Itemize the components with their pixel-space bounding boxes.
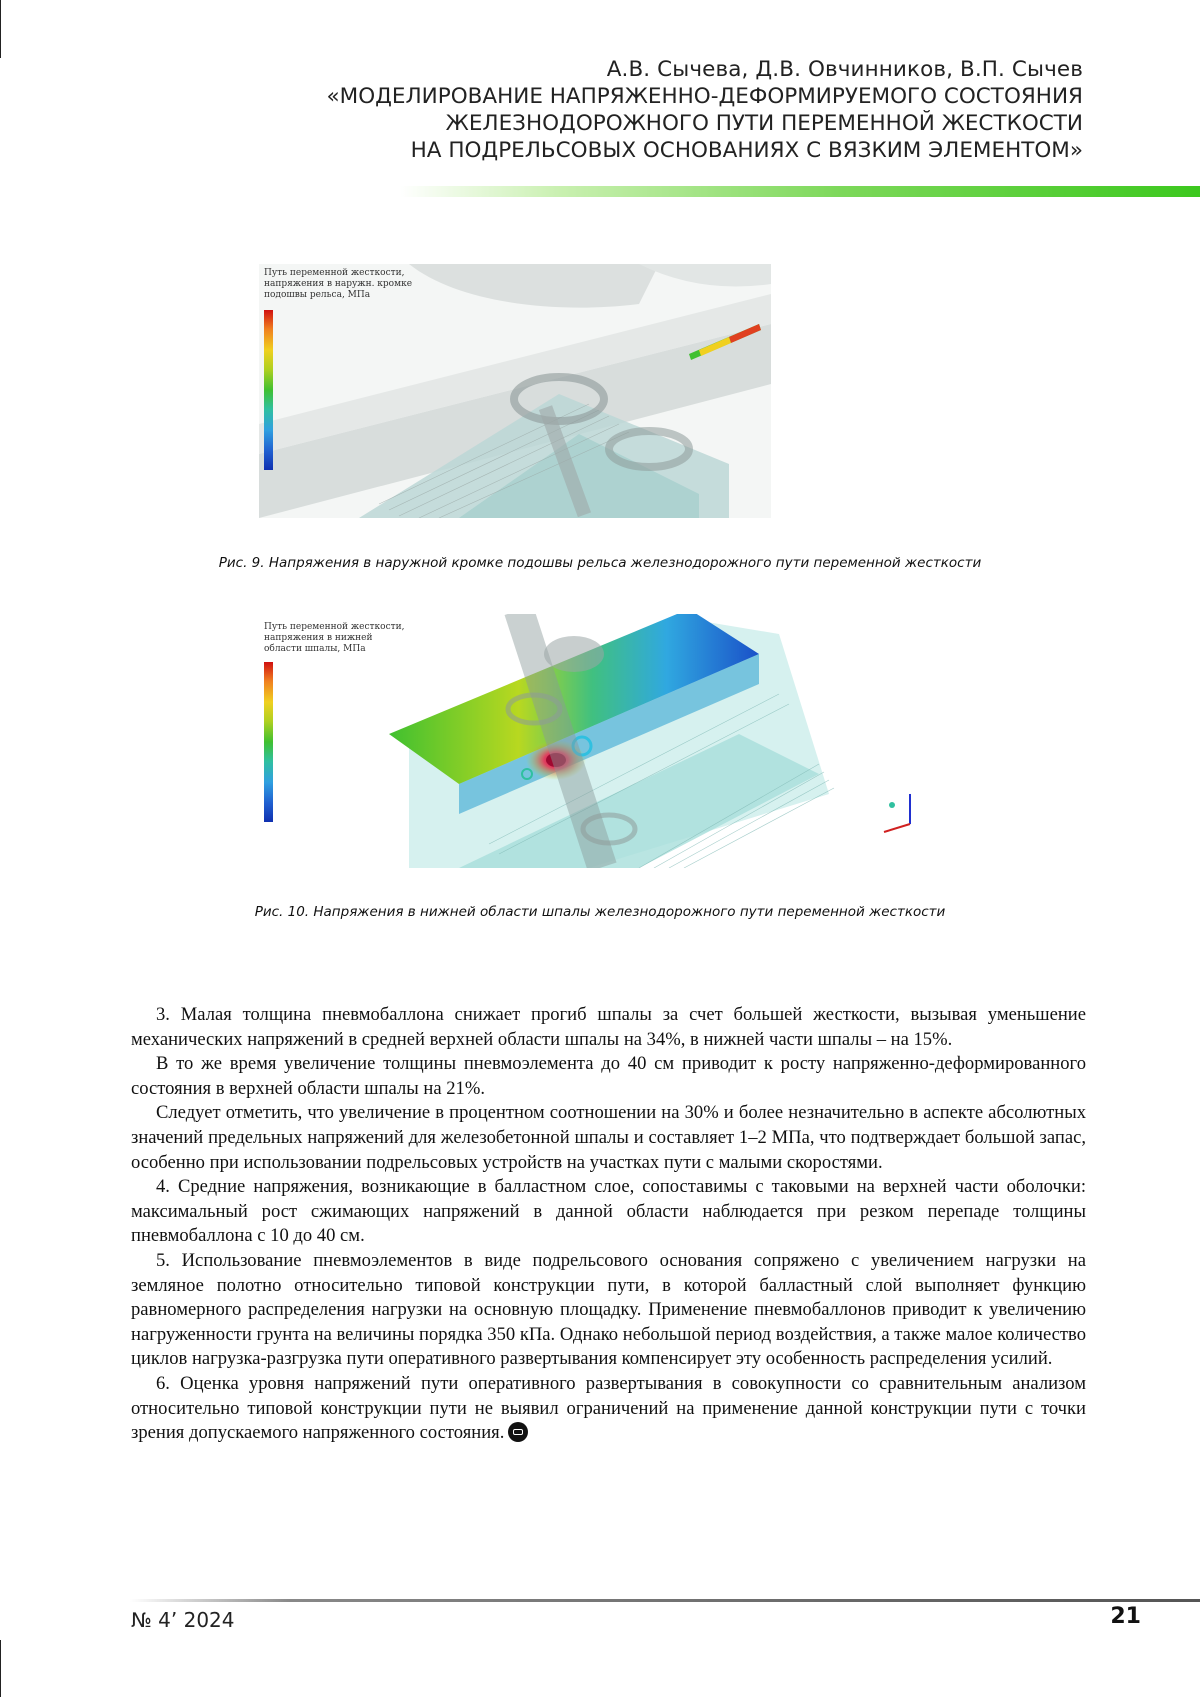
figure-9-legend-title: Путь переменной жесткости, напряжения в наружн. кромке подошвы рельса, МПа (264, 268, 413, 300)
crop-mark (0, 1640, 1, 1697)
paragraph: 4. Средние напряжения, возникающие в балластном слое, сопоставимы с таковыми на верхней части оболочки: максимальный рост сжимающих напряжений в данной области наблюдается при резком перепаде толщины пневмобаллона с 10 до 40 см. (131, 1176, 1086, 1247)
figure-9-color-scale (264, 310, 273, 470)
figure-10-color-scale (264, 662, 273, 822)
footer-rule (130, 1599, 1200, 1602)
paragraph: 5. Использование пневмоэлементов в виде подрельсового основания сопряжено с увеличением нагрузки на земляное полотно относительно типовой конструкции пути, в которой балластный слой выполняет функцию равномерного распределения нагрузки на основную площадку. Применение пневмобаллонов приводит к увеличению нагруженности грунта на величины порядка 350 кПа. Однако небольшой период воздействия, а также малое количество циклов нагрузка-разгрузка пути оперативного развертывания компенсирует эту особенность распределения усилий. (131, 1249, 1086, 1370)
header-authors: А.В. Сычева, Д.В. Овчинников, В.П. Сычев (606, 57, 1083, 82)
crop-mark (0, 0, 1, 58)
paragraph-text: 6. Оценка уровня напряжений пути оперативного развертывания в совокупности со сравнительным анализом относительно типовой конструкции пути не выявил ограничений на применение данной конструкции пути с точки зрения допускаемого напряженного состояния. (131, 1372, 1086, 1444)
paragraph: В то же время увеличение толщины пневмоэлемента до 40 см приводит к росту напряженно-деформированного состояния в верхней области шпалы на 21%. (131, 1053, 1086, 1099)
paragraph: 3. Малая толщина пневмобаллона снижает прогиб шпалы за счет большей жесткости, вызывая уменьшение механических напряжений в средней верхней области шпалы на 34%, в нижней части шпалы – на 15%. (131, 1004, 1086, 1050)
running-header (326, 56, 1083, 164)
figure-9-image (259, 264, 771, 518)
header-title-line: «МОДЕЛИРОВАНИЕ НАПРЯЖЕННО-ДЕФОРМИРУЕМОГО СОСТОЯНИЯ (326, 84, 1083, 109)
page-number: 21 (1110, 1604, 1141, 1629)
header-accent-bar (400, 186, 1200, 197)
article-body (131, 1003, 1086, 1446)
footer-issue: № 4’ 2024 (131, 1608, 235, 1632)
figure-10-caption: Рис. 10. Напряжения в нижней области шпалы железнодорожного пути переменной жесткости (254, 904, 946, 920)
rail-stress-render (259, 264, 771, 518)
paragraph: Следует отметить, что увеличение в процентном соотношении на 30% и более незначительно в аспекте абсолютных значений предельных напряжений для железобетонной шпалы и составляет 1–2 МПа, что подтверждает большой запас, особенно при использовании подрельсовых устройств на участках пути с малыми скоростями. (131, 1102, 1086, 1173)
end-of-article-icon (508, 1422, 528, 1442)
header-title-line: НА ПОДРЕЛЬСОВЫХ ОСНОВАНИЯХ С ВЯЗКИМ ЭЛЕМЕНТОМ» (410, 138, 1083, 163)
figure-10-legend-title: Путь переменной жесткости, напряжения в нижней области шпалы, МПа (264, 622, 405, 654)
header-title-line: ЖЕЛЕЗНОДОРОЖНОГО ПУТИ ПЕРЕМЕННОЙ ЖЕСТКОСТИ (445, 111, 1083, 136)
figure-9-caption: Рис. 9. Напряжения в наружной кромке подошвы рельса железнодорожного пути переменной жесткости (218, 555, 982, 571)
figure-10-image (259, 614, 911, 868)
paragraph-last (131, 1372, 1086, 1446)
